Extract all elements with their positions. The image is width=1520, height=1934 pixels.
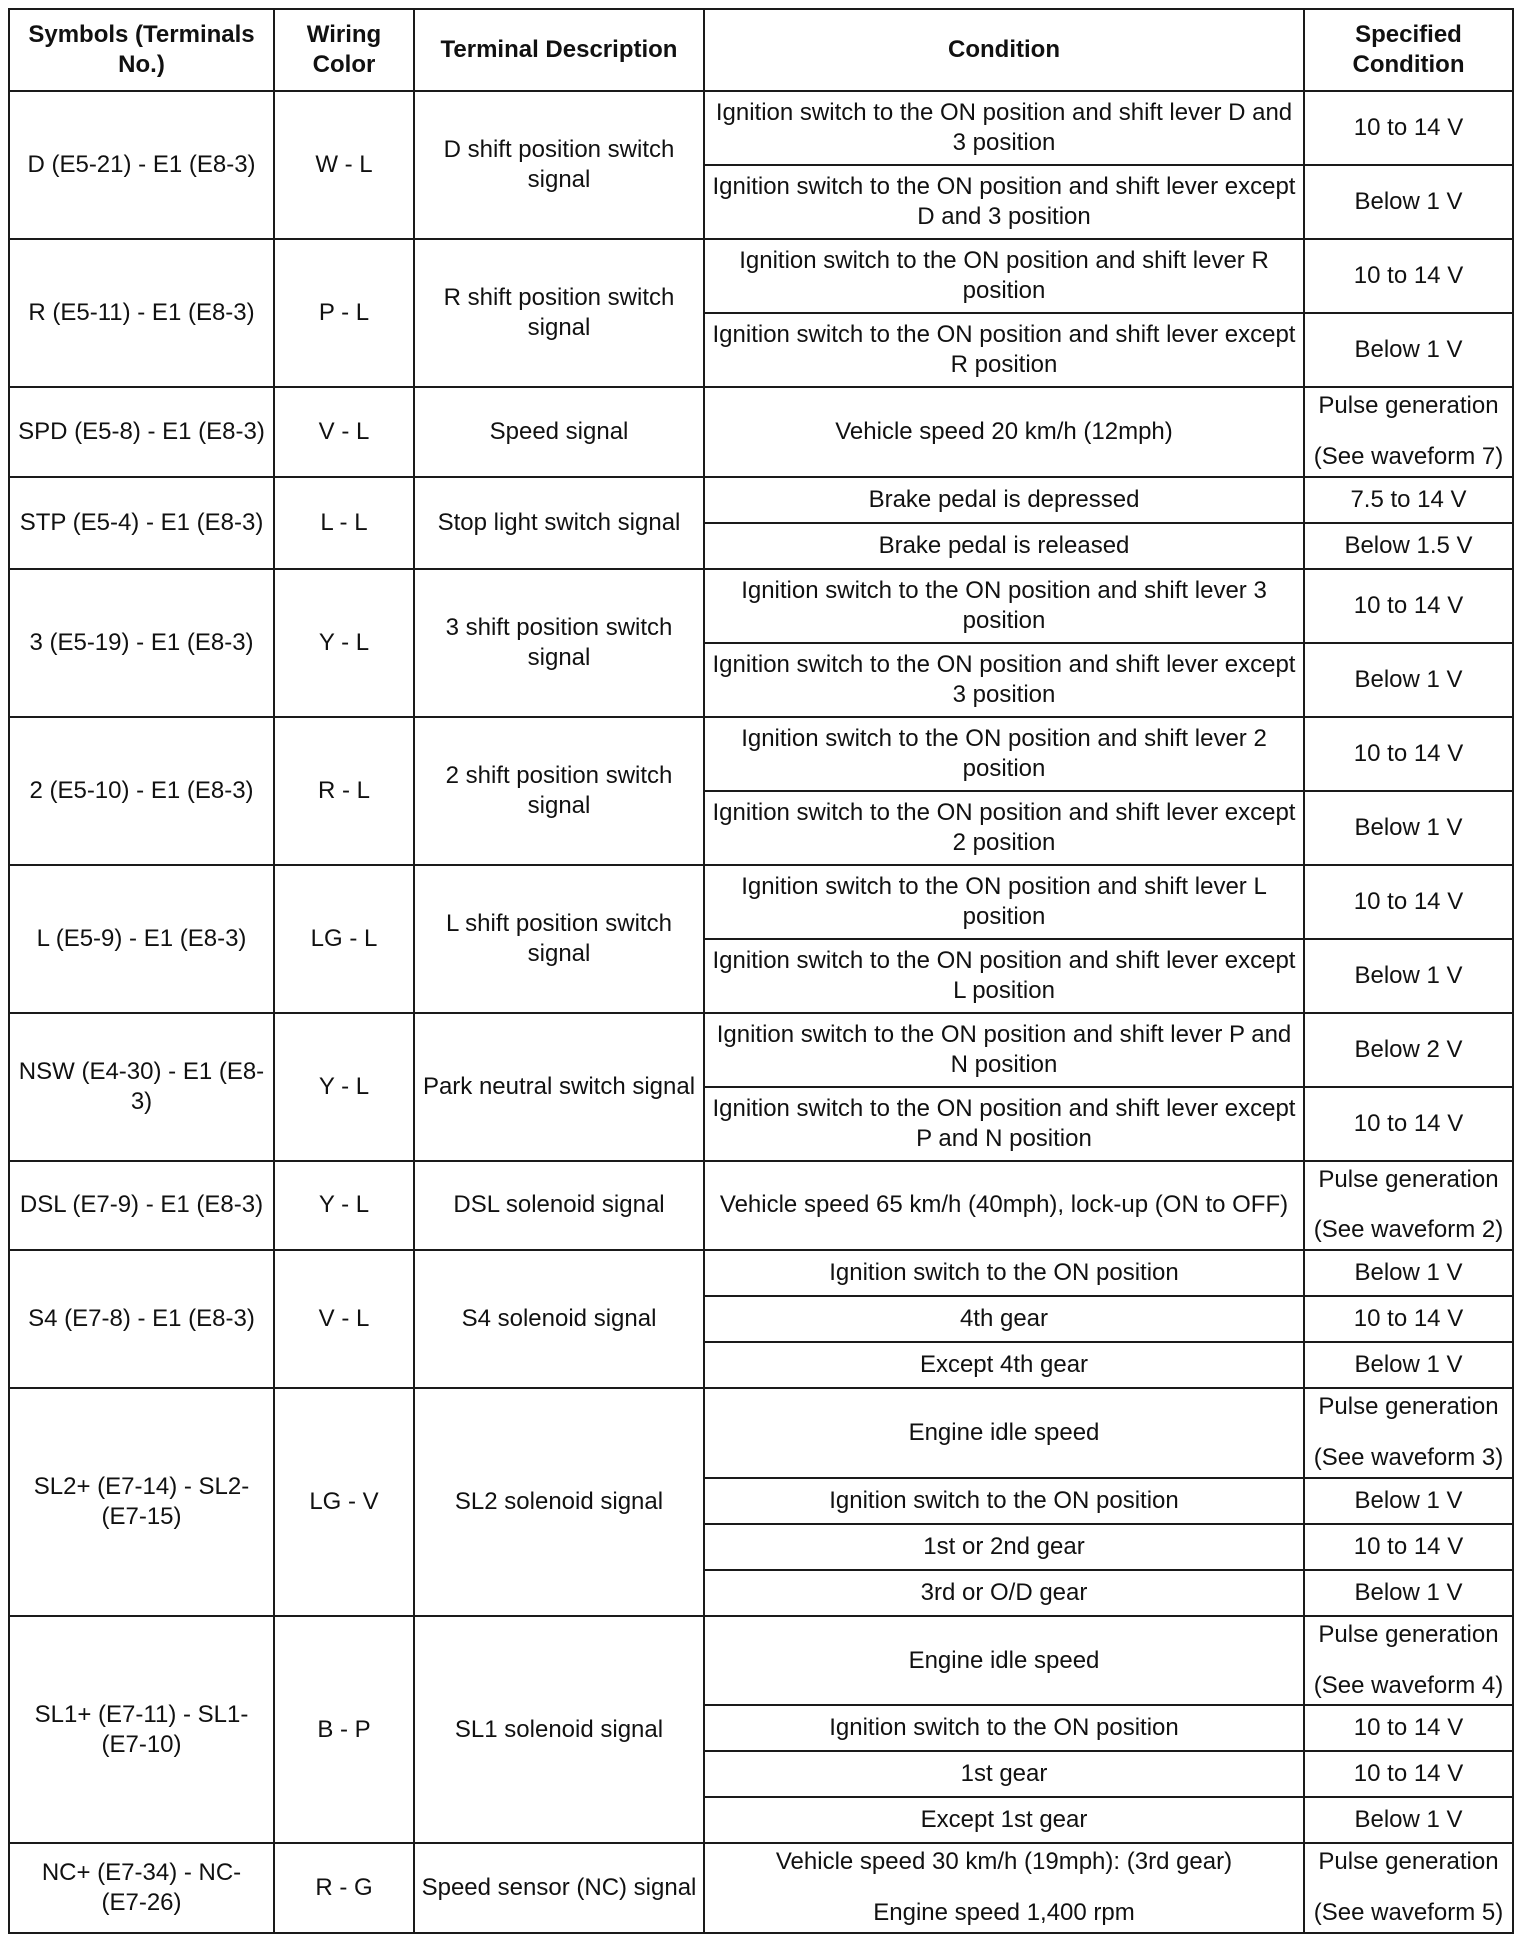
header-row — [9, 9, 1513, 91]
condition-cell: Ignition switch to the ON position — [704, 1478, 1304, 1524]
wiring-color-cell: LG - V — [274, 1388, 414, 1616]
wiring-color-cell: V - L — [274, 1250, 414, 1388]
condition-cell: Ignition switch to the ON position and shift lever except 3 position — [704, 643, 1304, 717]
specified-condition-cell: 10 to 14 V — [1304, 1705, 1513, 1751]
specified-condition-cell: 10 to 14 V — [1304, 239, 1513, 313]
symbol-cell: DSL (E7-9) - E1 (E8-3) — [9, 1161, 274, 1251]
wiring-color-cell: B - P — [274, 1616, 414, 1844]
table-row — [9, 387, 1513, 477]
wiring-color-cell: P - L — [274, 239, 414, 387]
specified-condition-cell: Below 1 V — [1304, 643, 1513, 717]
table-row — [9, 1843, 1513, 1933]
condition-cell-note: Engine speed 1,400 rpm — [873, 1899, 1135, 1927]
specified-condition-cell — [1304, 1616, 1513, 1706]
symbol-cell: NSW (E4-30) - E1 (E8-3) — [9, 1013, 274, 1161]
specified-condition-cell: Below 1 V — [1304, 313, 1513, 387]
condition-cell: Ignition switch to the ON position and shift lever except L position — [704, 939, 1304, 1013]
specified-condition-cell-note: (See waveform 3) — [1313, 1443, 1504, 1471]
symbol-cell: S4 (E7-8) - E1 (E8-3) — [9, 1250, 274, 1388]
symbol-cell: SL1+ (E7-11) - SL1- (E7-10) — [9, 1616, 274, 1844]
specified-condition-cell-main: Pulse generation — [1318, 1848, 1499, 1876]
specified-condition-cell — [1304, 387, 1513, 477]
symbol-cell: SL2+ (E7-14) - SL2- (E7-15) — [9, 1388, 274, 1616]
specified-condition-cell-main: Pulse generation — [1318, 1165, 1499, 1193]
terminal-description-cell: Speed signal — [414, 387, 704, 477]
terminal-table — [8, 8, 1514, 1934]
wiring-color-cell: LG - L — [274, 865, 414, 1013]
terminal-description-cell: Speed sensor (NC) signal — [414, 1843, 704, 1933]
condition-cell: Ignition switch to the ON position — [704, 1250, 1304, 1296]
table-row — [9, 1013, 1513, 1087]
specified-condition-cell-note: (See waveform 4) — [1313, 1671, 1504, 1699]
symbol-cell: SPD (E5-8) - E1 (E8-3) — [9, 387, 274, 477]
specified-condition-cell: 10 to 14 V — [1304, 1524, 1513, 1570]
specified-condition-cell-note: (See waveform 2) — [1313, 1216, 1504, 1244]
header-specified-condition: Specified Condition — [1304, 9, 1513, 91]
condition-cell: Brake pedal is depressed — [704, 477, 1304, 523]
specified-condition-cell-main: Pulse generation — [1318, 392, 1499, 419]
specified-condition-cell: Below 1 V — [1304, 791, 1513, 865]
condition-cell: Ignition switch to the ON position and shift lever except 2 position — [704, 791, 1304, 865]
table-row — [9, 91, 1513, 165]
specified-condition-cell: Below 1 V — [1304, 165, 1513, 239]
condition-cell: Ignition switch to the ON position and shift lever 3 position — [704, 569, 1304, 643]
condition-cell: Ignition switch to the ON position and shift lever P and N position — [704, 1013, 1304, 1087]
terminal-description-cell: L shift position switch signal — [414, 865, 704, 1013]
terminal-description-cell: SL2 solenoid signal — [414, 1388, 704, 1616]
specified-condition-cell: 10 to 14 V — [1304, 1751, 1513, 1797]
terminal-description-cell: SL1 solenoid signal — [414, 1616, 704, 1844]
condition-cell: Ignition switch to the ON position and shift lever except P and N position — [704, 1087, 1304, 1161]
specified-condition-cell — [1304, 1388, 1513, 1478]
terminal-description-cell: DSL solenoid signal — [414, 1161, 704, 1251]
table-row — [9, 865, 1513, 939]
condition-cell: Except 4th gear — [704, 1342, 1304, 1388]
specified-condition-cell: 7.5 to 14 V — [1304, 477, 1513, 523]
terminal-description-cell: 2 shift position switch signal — [414, 717, 704, 865]
condition-cell: Engine idle speed — [704, 1616, 1304, 1706]
specified-condition-cell: 10 to 14 V — [1304, 865, 1513, 939]
specified-condition-cell: 10 to 14 V — [1304, 91, 1513, 165]
symbol-cell: 3 (E5-19) - E1 (E8-3) — [9, 569, 274, 717]
wiring-color-cell: Y - L — [274, 569, 414, 717]
specified-condition-cell: Below 1 V — [1304, 1478, 1513, 1524]
symbol-cell: NC+ (E7-34) - NC- (E7-26) — [9, 1843, 274, 1933]
table-row — [9, 1250, 1513, 1296]
wiring-color-cell: Y - L — [274, 1013, 414, 1161]
specified-condition-cell-note: (See waveform 5) — [1313, 1899, 1504, 1927]
specified-condition-cell: 10 to 14 V — [1304, 1296, 1513, 1342]
symbol-cell: L (E5-9) - E1 (E8-3) — [9, 865, 274, 1013]
condition-cell: 3rd or O/D gear — [704, 1570, 1304, 1616]
wiring-color-cell: R - G — [274, 1843, 414, 1933]
condition-cell: Vehicle speed 20 km/h (12mph) — [704, 387, 1304, 477]
condition-cell: 4th gear — [704, 1296, 1304, 1342]
condition-cell: 1st gear — [704, 1751, 1304, 1797]
wiring-color-cell: L - L — [274, 477, 414, 569]
condition-cell: Ignition switch to the ON position and shift lever 2 position — [704, 717, 1304, 791]
terminal-description-cell: R shift position switch signal — [414, 239, 704, 387]
condition-cell — [704, 1843, 1304, 1933]
specified-condition-cell-main: Pulse generation — [1318, 1393, 1499, 1421]
condition-cell: Except 1st gear — [704, 1797, 1304, 1843]
condition-cell: 1st or 2nd gear — [704, 1524, 1304, 1570]
header-symbols: Symbols (Terminals No.) — [9, 9, 274, 91]
terminal-description-cell: Park neutral switch signal — [414, 1013, 704, 1161]
symbol-cell: 2 (E5-10) - E1 (E8-3) — [9, 717, 274, 865]
terminal-description-cell: S4 solenoid signal — [414, 1250, 704, 1388]
specified-condition-cell-note: (See waveform 7) — [1313, 442, 1504, 470]
specified-condition-cell — [1304, 1161, 1513, 1251]
wiring-color-cell: W - L — [274, 91, 414, 239]
condition-cell: Ignition switch to the ON position and shift lever D and 3 position — [704, 91, 1304, 165]
specified-condition-cell: Below 1 V — [1304, 1250, 1513, 1296]
header-terminal-description: Terminal Description — [414, 9, 704, 91]
terminal-description-cell: Stop light switch signal — [414, 477, 704, 569]
specified-condition-cell: 10 to 14 V — [1304, 569, 1513, 643]
specified-condition-cell: Below 1.5 V — [1304, 523, 1513, 569]
specified-condition-cell: 10 to 14 V — [1304, 1087, 1513, 1161]
terminal-description-cell: D shift position switch signal — [414, 91, 704, 239]
specified-condition-cell: Below 1 V — [1304, 939, 1513, 1013]
specified-condition-cell: 10 to 14 V — [1304, 717, 1513, 791]
wiring-color-cell: Y - L — [274, 1161, 414, 1251]
table-row — [9, 477, 1513, 523]
wiring-color-cell: V - L — [274, 387, 414, 477]
terminal-description-cell: 3 shift position switch signal — [414, 569, 704, 717]
condition-cell: Ignition switch to the ON position and shift lever L position — [704, 865, 1304, 939]
condition-cell: Ignition switch to the ON position and shift lever R position — [704, 239, 1304, 313]
table-row — [9, 1388, 1513, 1478]
condition-cell-main: Vehicle speed 30 km/h (19mph): (3rd gear) — [775, 1848, 1233, 1876]
specified-condition-cell: Below 2 V — [1304, 1013, 1513, 1087]
symbol-cell: R (E5-11) - E1 (E8-3) — [9, 239, 274, 387]
specified-condition-cell: Below 1 V — [1304, 1570, 1513, 1616]
specified-condition-cell: Below 1 V — [1304, 1797, 1513, 1843]
specified-condition-cell-main: Pulse generation — [1318, 1620, 1499, 1648]
condition-cell: Engine idle speed — [704, 1388, 1304, 1478]
table-row — [9, 569, 1513, 643]
wiring-color-cell: R - L — [274, 717, 414, 865]
table-row — [9, 717, 1513, 791]
condition-cell: Ignition switch to the ON position — [704, 1705, 1304, 1751]
condition-cell: Ignition switch to the ON position and shift lever except D and 3 position — [704, 165, 1304, 239]
table-row — [9, 1161, 1513, 1251]
condition-cell: Vehicle speed 65 km/h (40mph), lock-up (ON to OFF) — [704, 1161, 1304, 1251]
table-row — [9, 239, 1513, 313]
symbol-cell: D (E5-21) - E1 (E8-3) — [9, 91, 274, 239]
condition-cell: Brake pedal is released — [704, 523, 1304, 569]
header-condition: Condition — [704, 9, 1304, 91]
condition-cell: Ignition switch to the ON position and shift lever except R position — [704, 313, 1304, 387]
specified-condition-cell: Below 1 V — [1304, 1342, 1513, 1388]
header-wiring-color: Wiring Color — [274, 9, 414, 91]
specified-condition-cell — [1304, 1843, 1513, 1933]
table-row — [9, 1616, 1513, 1706]
table-body — [9, 91, 1513, 1933]
symbol-cell: STP (E5-4) - E1 (E8-3) — [9, 477, 274, 569]
